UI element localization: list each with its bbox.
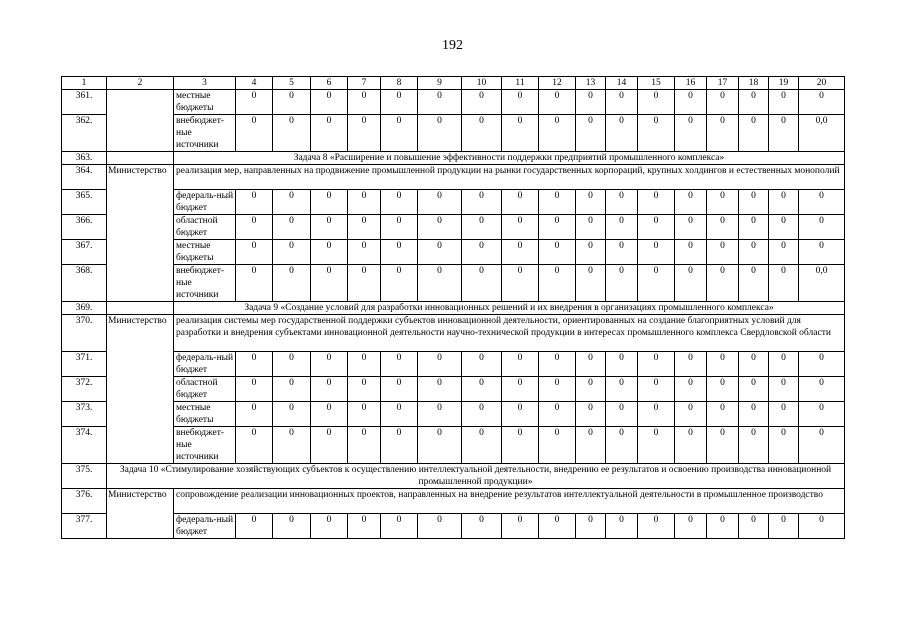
value-cell: 0 — [311, 377, 348, 402]
value-cell: 0 — [675, 427, 707, 464]
value-cell: 0 — [462, 190, 502, 215]
value-cell: 0 — [799, 352, 845, 377]
value-cell: 0 — [675, 215, 707, 240]
value-cell: 0 — [675, 90, 707, 115]
header-cell: 11 — [502, 77, 539, 90]
value-cell: 0 — [739, 215, 769, 240]
value-cell: 0 — [273, 215, 311, 240]
row-number: 375. — [62, 464, 107, 489]
value-cell: 0 — [675, 514, 707, 539]
value-cell: 0 — [348, 90, 381, 115]
value-cell: 0 — [311, 115, 348, 152]
value-cell: 0 — [769, 377, 799, 402]
value-cell: 0 — [707, 190, 739, 215]
table-row — [62, 377, 845, 402]
executor-cell: Министерство — [107, 489, 174, 539]
value-cell: 0 — [311, 265, 348, 302]
value-cell: 0 — [381, 352, 418, 377]
value-cell: 0 — [273, 427, 311, 464]
value-cell: 0 — [769, 514, 799, 539]
value-cell: 0 — [539, 240, 576, 265]
value-cell: 0 — [539, 352, 576, 377]
value-cell: 0 — [273, 352, 311, 377]
value-cell: 0 — [348, 402, 381, 427]
row-number: 361. — [62, 90, 107, 115]
value-cell: 0 — [273, 377, 311, 402]
header-cell: 20 — [799, 77, 845, 90]
task-row — [62, 302, 845, 315]
value-cell: 0 — [576, 427, 606, 464]
value-cell: 0 — [381, 90, 418, 115]
row-number: 373. — [62, 402, 107, 427]
header-cell: 5 — [273, 77, 311, 90]
value-cell: 0 — [236, 514, 273, 539]
empty-cell — [107, 302, 174, 315]
value-cell: 0 — [707, 514, 739, 539]
header-cell: 14 — [606, 77, 638, 90]
value-cell: 0 — [311, 190, 348, 215]
value-cell: 0 — [418, 240, 462, 265]
value-cell: 0 — [739, 190, 769, 215]
value-cell: 0 — [462, 352, 502, 377]
value-cell: 0 — [236, 215, 273, 240]
row-number: 370. — [62, 315, 107, 352]
value-cell: 0 — [707, 115, 739, 152]
value-cell: 0 — [462, 514, 502, 539]
value-cell: 0 — [311, 427, 348, 464]
value-cell: 0 — [462, 402, 502, 427]
value-cell: 0 — [418, 352, 462, 377]
value-cell: 0 — [606, 190, 638, 215]
row-number: 376. — [62, 489, 107, 514]
value-cell: 0 — [462, 265, 502, 302]
value-cell: 0 — [707, 240, 739, 265]
value-cell: 0 — [348, 190, 381, 215]
value-cell: 0 — [638, 215, 675, 240]
row-number: 362. — [62, 115, 107, 152]
value-cell: 0 — [799, 190, 845, 215]
value-cell: 0 — [799, 90, 845, 115]
value-cell: 0 — [418, 377, 462, 402]
value-cell: 0 — [675, 265, 707, 302]
value-cell: 0 — [236, 427, 273, 464]
header-cell: 6 — [311, 77, 348, 90]
value-cell: 0 — [638, 514, 675, 539]
row-number: 369. — [62, 302, 107, 315]
value-cell: 0 — [606, 90, 638, 115]
value-cell: 0 — [381, 377, 418, 402]
value-cell: 0 — [707, 427, 739, 464]
value-cell: 0 — [606, 427, 638, 464]
value-cell: 0 — [236, 352, 273, 377]
value-cell: 0 — [606, 215, 638, 240]
page-number: 192 — [442, 38, 463, 53]
value-cell: 0 — [311, 352, 348, 377]
value-cell: 0 — [707, 377, 739, 402]
value-cell: 0 — [606, 115, 638, 152]
value-cell: 0 — [739, 90, 769, 115]
value-cell: 0 — [502, 514, 539, 539]
value-cell: 0 — [675, 402, 707, 427]
header-cell: 7 — [348, 77, 381, 90]
value-cell: 0 — [348, 514, 381, 539]
value-cell: 0 — [348, 265, 381, 302]
value-cell: 0 — [273, 514, 311, 539]
row-number: 365. — [62, 190, 107, 215]
value-cell: 0 — [418, 190, 462, 215]
value-cell: 0 — [236, 377, 273, 402]
row-number: 374. — [62, 427, 107, 464]
value-cell: 0 — [576, 377, 606, 402]
value-cell: 0 — [462, 215, 502, 240]
value-cell: 0 — [675, 352, 707, 377]
row-number: 364. — [62, 165, 107, 190]
value-cell: 0 — [707, 90, 739, 115]
value-cell: 0 — [236, 240, 273, 265]
value-cell: 0 — [311, 402, 348, 427]
value-cell: 0 — [311, 90, 348, 115]
value-cell: 0 — [707, 402, 739, 427]
value-cell: 0 — [236, 265, 273, 302]
value-cell: 0 — [739, 240, 769, 265]
value-cell: 0 — [462, 115, 502, 152]
value-cell: 0 — [539, 514, 576, 539]
value-cell: 0 — [273, 90, 311, 115]
value-cell: 0 — [707, 265, 739, 302]
measure-text: реализация системы мер государственной поддержки субъектов инновационной деятельности, ориентированных на создание благоприятных условий для разработки и внедрения субъектами инновационной деятельности научно-технической продукции в интересах промышленного комплекса Свердловской области — [174, 315, 845, 352]
value-cell: 0 — [502, 190, 539, 215]
funding-source: областной бюджет — [174, 377, 236, 402]
table-row — [62, 427, 845, 464]
value-cell: 0 — [769, 240, 799, 265]
executor-cell: Министерство — [107, 315, 174, 464]
value-cell: 0 — [236, 190, 273, 215]
value-cell: 0 — [381, 427, 418, 464]
value-cell: 0 — [381, 402, 418, 427]
funding-source: внебюджет-ные источники — [174, 265, 236, 302]
header-cell: 1 — [62, 77, 107, 90]
value-cell: 0 — [638, 240, 675, 265]
value-cell: 0 — [606, 514, 638, 539]
value-cell: 0 — [739, 514, 769, 539]
row-number: 366. — [62, 215, 107, 240]
header-cell: 16 — [675, 77, 707, 90]
task-title: Задача 10 «Стимулирование хозяйствующих субъектов к осуществлению интеллектуальной деятельности, внедрению ее результатов и освоению производства инновационной промышленной продукции» — [107, 464, 845, 489]
value-cell: 0 — [236, 402, 273, 427]
value-cell: 0 — [539, 377, 576, 402]
header-row — [62, 77, 845, 90]
value-cell: 0 — [381, 240, 418, 265]
value-cell: 0 — [799, 514, 845, 539]
value-cell: 0 — [576, 115, 606, 152]
funding-source: федераль-ный бюджет — [174, 514, 236, 539]
value-cell: 0 — [539, 427, 576, 464]
measure-text: реализация мер, направленных на продвижение промышленной продукции на рынки государственных корпораций, крупных холдингов и естественных монополий — [174, 165, 845, 190]
header-cell: 4 — [236, 77, 273, 90]
value-cell: 0 — [539, 190, 576, 215]
value-cell: 0 — [311, 215, 348, 240]
value-cell: 0 — [769, 115, 799, 152]
table-row — [62, 190, 845, 215]
value-cell: 0 — [739, 377, 769, 402]
value-cell: 0 — [675, 115, 707, 152]
table-row — [62, 215, 845, 240]
value-cell: 0 — [606, 240, 638, 265]
value-cell: 0 — [739, 352, 769, 377]
value-cell: 0 — [348, 427, 381, 464]
empty-cell — [107, 152, 174, 165]
value-cell: 0 — [539, 215, 576, 240]
value-cell: 0 — [348, 377, 381, 402]
measure-row — [62, 489, 845, 514]
header-cell: 10 — [462, 77, 502, 90]
value-cell: 0 — [576, 265, 606, 302]
task-row — [62, 464, 845, 489]
value-cell: 0 — [539, 265, 576, 302]
measure-row — [62, 315, 845, 352]
value-cell: 0 — [462, 90, 502, 115]
row-number: 368. — [62, 265, 107, 302]
value-cell: 0 — [769, 90, 799, 115]
value-cell: 0 — [638, 90, 675, 115]
header-cell: 2 — [107, 77, 174, 90]
header-cell: 17 — [707, 77, 739, 90]
funding-source: федераль-ный бюджет — [174, 190, 236, 215]
value-cell: 0 — [418, 115, 462, 152]
value-cell: 0 — [799, 240, 845, 265]
value-cell: 0 — [502, 90, 539, 115]
value-cell: 0,0 — [799, 265, 845, 302]
value-cell: 0 — [638, 190, 675, 215]
value-cell: 0 — [381, 115, 418, 152]
value-cell: 0,0 — [799, 115, 845, 152]
value-cell: 0 — [638, 265, 675, 302]
task-title: Задача 9 «Создание условий для разработки инновационных решений и их внедрения в организациях промышленного комплекса» — [174, 302, 845, 315]
header-cell: 13 — [576, 77, 606, 90]
header-cell: 18 — [739, 77, 769, 90]
value-cell: 0 — [273, 240, 311, 265]
value-cell: 0 — [539, 115, 576, 152]
value-cell: 0 — [236, 90, 273, 115]
value-cell: 0 — [739, 115, 769, 152]
value-cell: 0 — [539, 402, 576, 427]
value-cell: 0 — [799, 427, 845, 464]
value-cell: 0 — [739, 265, 769, 302]
value-cell: 0 — [576, 215, 606, 240]
value-cell: 0 — [769, 265, 799, 302]
value-cell: 0 — [273, 190, 311, 215]
table-row — [62, 514, 845, 539]
value-cell: 0 — [799, 215, 845, 240]
value-cell: 0 — [769, 190, 799, 215]
value-cell: 0 — [418, 427, 462, 464]
value-cell: 0 — [348, 240, 381, 265]
value-cell: 0 — [769, 427, 799, 464]
value-cell: 0 — [576, 514, 606, 539]
budget-table — [61, 76, 845, 539]
value-cell: 0 — [638, 352, 675, 377]
funding-source: местные бюджеты — [174, 90, 236, 115]
table-row — [62, 240, 845, 265]
value-cell: 0 — [576, 402, 606, 427]
table-row — [62, 90, 845, 115]
funding-source: внебюджет-ные источники — [174, 115, 236, 152]
value-cell: 0 — [502, 352, 539, 377]
value-cell: 0 — [638, 377, 675, 402]
value-cell: 0 — [502, 377, 539, 402]
row-number: 363. — [62, 152, 107, 165]
value-cell: 0 — [707, 215, 739, 240]
value-cell: 0 — [707, 352, 739, 377]
table-row — [62, 115, 845, 152]
row-number: 367. — [62, 240, 107, 265]
value-cell: 0 — [273, 265, 311, 302]
header-cell: 8 — [381, 77, 418, 90]
value-cell: 0 — [236, 115, 273, 152]
value-cell: 0 — [502, 240, 539, 265]
value-cell: 0 — [576, 240, 606, 265]
funding-source: областной бюджет — [174, 215, 236, 240]
row-number: 371. — [62, 352, 107, 377]
value-cell: 0 — [769, 215, 799, 240]
value-cell: 0 — [799, 377, 845, 402]
value-cell: 0 — [502, 115, 539, 152]
executor-cell: Министерство — [107, 165, 174, 302]
value-cell: 0 — [638, 115, 675, 152]
value-cell: 0 — [638, 402, 675, 427]
value-cell: 0 — [502, 427, 539, 464]
value-cell: 0 — [462, 377, 502, 402]
value-cell: 0 — [769, 402, 799, 427]
value-cell: 0 — [675, 377, 707, 402]
table-row — [62, 352, 845, 377]
value-cell: 0 — [502, 265, 539, 302]
value-cell: 0 — [418, 514, 462, 539]
measure-text: сопровождение реализации инновационных проектов, направленных на внедрение результатов интеллектуальной деятельности в промышленное производство — [174, 489, 845, 514]
value-cell: 0 — [311, 514, 348, 539]
task-row — [62, 152, 845, 165]
row-number: 372. — [62, 377, 107, 402]
value-cell: 0 — [576, 90, 606, 115]
header-cell: 9 — [418, 77, 462, 90]
value-cell: 0 — [311, 240, 348, 265]
value-cell: 0 — [462, 427, 502, 464]
value-cell: 0 — [381, 265, 418, 302]
value-cell: 0 — [769, 352, 799, 377]
header-cell: 15 — [638, 77, 675, 90]
value-cell: 0 — [418, 402, 462, 427]
value-cell: 0 — [675, 190, 707, 215]
value-cell: 0 — [502, 402, 539, 427]
header-cell: 19 — [769, 77, 799, 90]
value-cell: 0 — [418, 215, 462, 240]
value-cell: 0 — [739, 427, 769, 464]
value-cell: 0 — [462, 240, 502, 265]
value-cell: 0 — [381, 215, 418, 240]
value-cell: 0 — [273, 402, 311, 427]
value-cell: 0 — [348, 352, 381, 377]
header-cell: 3 — [174, 77, 236, 90]
value-cell: 0 — [348, 115, 381, 152]
value-cell: 0 — [381, 514, 418, 539]
value-cell: 0 — [576, 352, 606, 377]
funding-source: местные бюджеты — [174, 240, 236, 265]
row-number: 377. — [62, 514, 107, 539]
value-cell: 0 — [348, 215, 381, 240]
value-cell: 0 — [606, 377, 638, 402]
measure-row — [62, 165, 845, 190]
funding-source: внебюджет-ные источники — [174, 427, 236, 464]
table-row — [62, 402, 845, 427]
value-cell: 0 — [502, 215, 539, 240]
value-cell: 0 — [606, 402, 638, 427]
funding-source: местные бюджеты — [174, 402, 236, 427]
task-title: Задача 8 «Расширение и повышение эффективности поддержки предприятий промышленного комплекса» — [174, 152, 845, 165]
value-cell: 0 — [799, 402, 845, 427]
header-cell: 12 — [539, 77, 576, 90]
table-row — [62, 265, 845, 302]
value-cell: 0 — [606, 352, 638, 377]
value-cell: 0 — [418, 90, 462, 115]
value-cell: 0 — [539, 90, 576, 115]
value-cell: 0 — [576, 190, 606, 215]
value-cell: 0 — [638, 427, 675, 464]
funding-source: федераль-ный бюджет — [174, 352, 236, 377]
value-cell: 0 — [418, 265, 462, 302]
value-cell: 0 — [739, 402, 769, 427]
executor-cell — [107, 90, 174, 152]
value-cell: 0 — [273, 115, 311, 152]
value-cell: 0 — [675, 240, 707, 265]
value-cell: 0 — [606, 265, 638, 302]
value-cell: 0 — [381, 190, 418, 215]
